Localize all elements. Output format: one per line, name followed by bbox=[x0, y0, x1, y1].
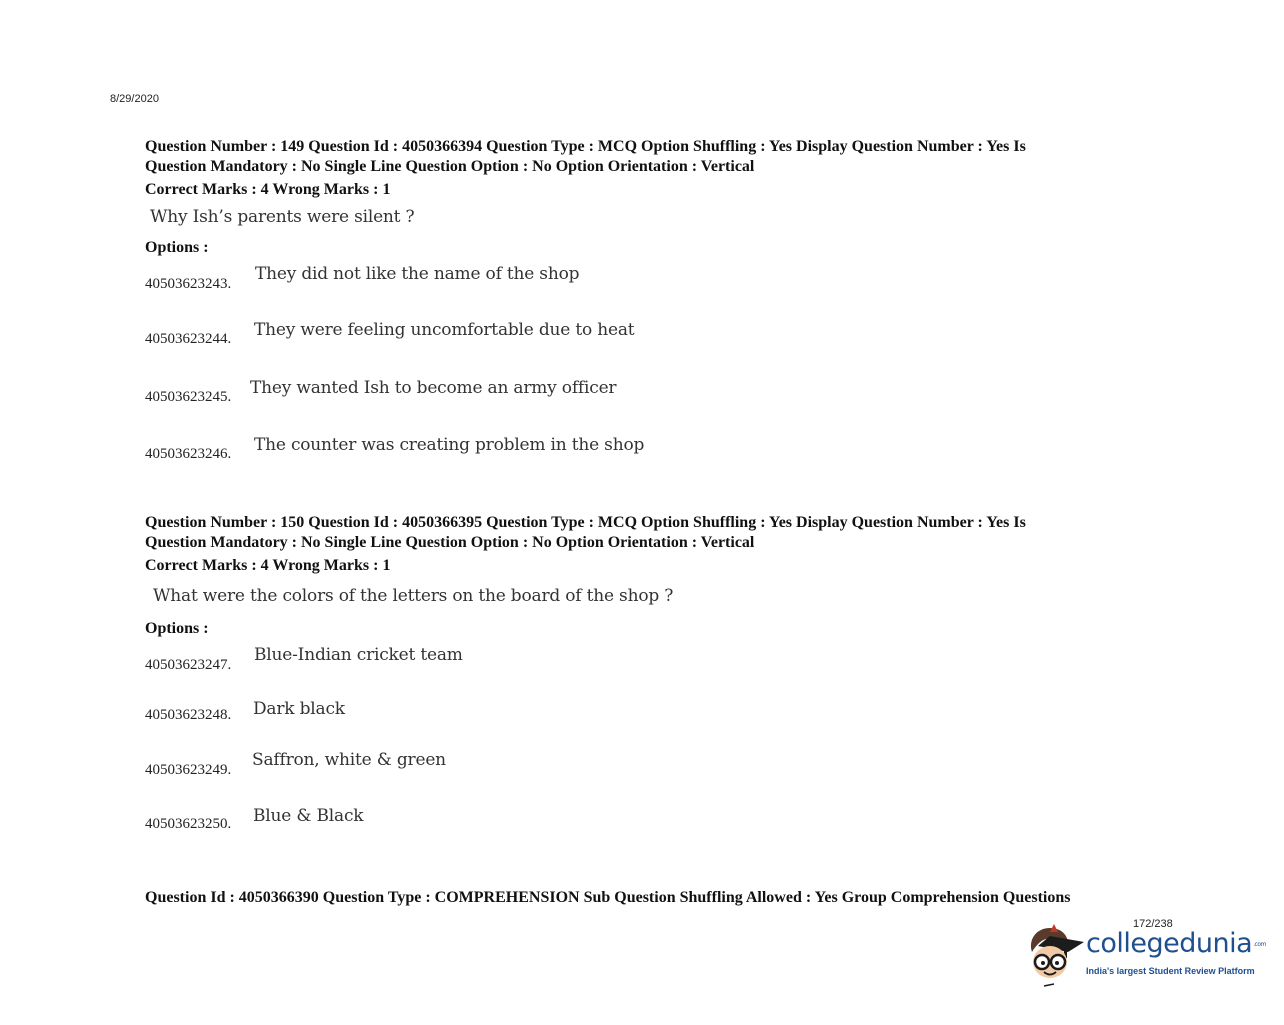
option-id: 40503623246. bbox=[145, 446, 232, 462]
option-text: Blue-Indian cricket team bbox=[254, 645, 463, 665]
options-label: Options : bbox=[145, 620, 209, 637]
page-number: 172/238 bbox=[1133, 918, 1173, 930]
mascot-icon bbox=[1024, 922, 1086, 988]
collegedunia-logo bbox=[1022, 918, 1266, 990]
options-label: Options : bbox=[145, 239, 209, 256]
question-marks: Correct Marks : 4 Wrong Marks : 1 bbox=[145, 181, 391, 198]
option-id: 40503623247. bbox=[145, 657, 232, 673]
option-text: The counter was creating problem in the shop bbox=[254, 435, 645, 455]
comprehension-header: Question Id : 4050366390 Question Type : COMPREHENSION Sub Question Shuffling Allowed : Yes Group Comprehension Questions bbox=[145, 889, 1071, 906]
page-date: 8/29/2020 bbox=[110, 93, 159, 105]
question-text: Why Ish’s parents were silent ? bbox=[150, 207, 415, 227]
question-meta-line2: Question Mandatory : No Single Line Question Option : No Option Orientation : Vertical bbox=[145, 534, 755, 551]
option-text: They did not like the name of the shop bbox=[255, 264, 580, 284]
option-text: They were feeling uncomfortable due to heat bbox=[254, 320, 635, 340]
option-text: They wanted Ish to become an army officer bbox=[250, 378, 617, 398]
option-id: 40503623245. bbox=[145, 389, 232, 405]
option-id: 40503623244. bbox=[145, 331, 232, 347]
option-id: 40503623250. bbox=[145, 816, 232, 832]
question-text: What were the colors of the letters on the board of the shop ? bbox=[153, 586, 674, 606]
logo-word: collegedunia bbox=[1086, 928, 1253, 959]
question-meta-line2: Question Mandatory : No Single Line Question Option : No Option Orientation : Vertical bbox=[145, 158, 755, 175]
question-marks: Correct Marks : 4 Wrong Marks : 1 bbox=[145, 557, 391, 574]
option-text: Blue & Black bbox=[253, 806, 364, 826]
question-meta-line1: Question Number : 150 Question Id : 4050366395 Question Type : MCQ Option Shuffling : Yes Display Question Number : Yes Is bbox=[145, 514, 1026, 531]
logo-suffix: .com bbox=[1253, 941, 1266, 948]
option-text: Dark black bbox=[253, 699, 345, 719]
question-meta-line1: Question Number : 149 Question Id : 4050366394 Question Type : MCQ Option Shuffling : Yes Display Question Number : Yes Is bbox=[145, 138, 1026, 155]
option-id: 40503623249. bbox=[145, 762, 232, 778]
logo-tagline: India's largest Student Review Platform bbox=[1086, 966, 1255, 976]
option-id: 40503623248. bbox=[145, 707, 232, 723]
option-id: 40503623243. bbox=[145, 276, 232, 292]
logo-wordmark bbox=[1086, 928, 1266, 959]
option-text: Saffron, white & green bbox=[252, 750, 446, 770]
